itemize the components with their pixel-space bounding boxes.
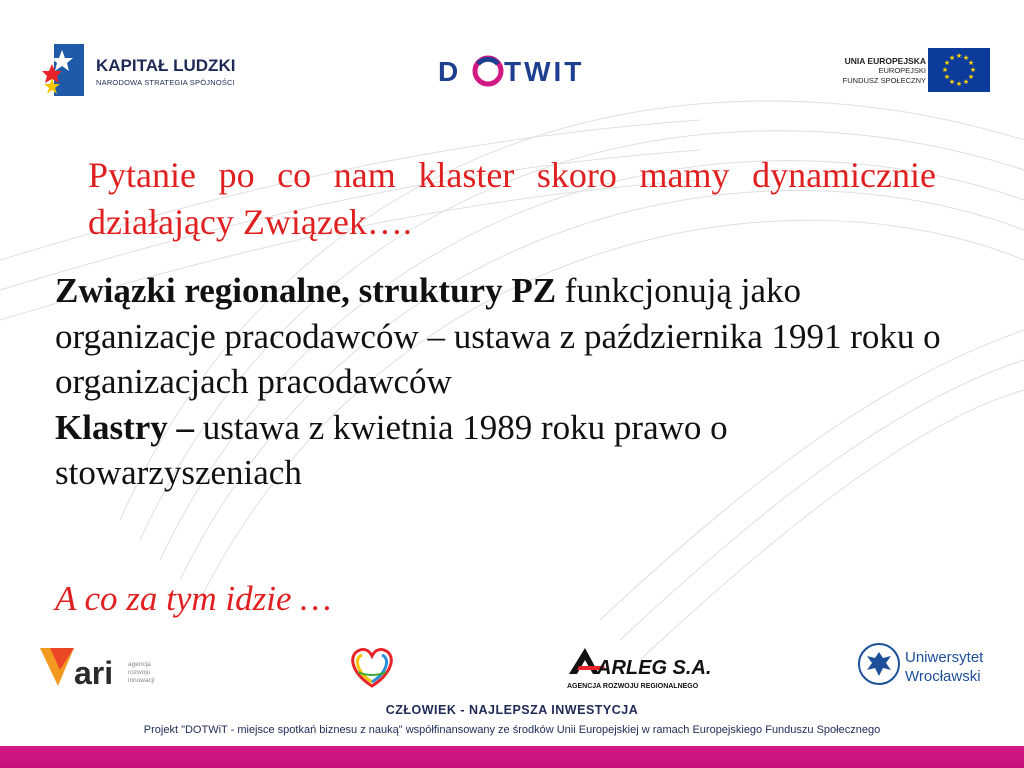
paragraph-klastry [55, 405, 955, 496]
ari-logo-graphic-icon [40, 640, 180, 695]
dotwit-logo [438, 50, 623, 90]
paragraph-zwiazki-bold: Związki regionalne, struktury PZ [55, 271, 557, 310]
svg-text:★: ★ [943, 59, 951, 67]
ari-tagline-3: innowacji [128, 677, 155, 684]
paragraph-klastry-bold: Klastry – [55, 407, 195, 447]
svg-text:★: ★ [962, 54, 970, 62]
kapital-ludzki-title: KAPITAŁ LUDZKI [96, 56, 236, 75]
footer-slogan: CZŁOWIEK - NAJLEPSZA INWESTYCJA [385, 703, 639, 717]
arleg-name: ARLEG S.A. [597, 657, 712, 679]
uwr-line2: Wrocławski [905, 668, 981, 685]
slide-body [55, 268, 955, 496]
svg-text:TWIT: TWIT [504, 56, 585, 87]
eu-line1: UNIA EUROPEJSKA [844, 56, 926, 66]
eu-flag-icon [928, 48, 990, 92]
svg-text:★: ★ [967, 59, 975, 67]
svg-text:★: ★ [948, 78, 956, 86]
svg-text:★: ★ [948, 54, 956, 62]
footer-project-note: Projekt "DOTWiT - miejsce spotkań biznesu z nauką" współfinansowany ze środków Unii Europejskiej w ramach Europejskiego Funduszu Społecznego [143, 724, 881, 736]
kapital-ludzki-logo [40, 38, 260, 104]
eu-logo [820, 48, 990, 96]
eu-line2: EUROPEJSKI [878, 66, 926, 75]
arleg-logo-graphic-icon [565, 642, 712, 694]
ari-name: ari [74, 655, 114, 691]
svg-text:★: ★ [941, 66, 949, 74]
svg-text:★: ★ [967, 73, 975, 81]
svg-text:★: ★ [962, 78, 970, 86]
arleg-subtitle: AGENCJA ROZWOJU REGIONALNEGO [567, 683, 699, 690]
ari-logo [40, 640, 180, 695]
conclusion-text: A co za tym idzie … [55, 579, 332, 618]
bottom-magenta-bar [0, 746, 1024, 768]
heart-logo-icon [344, 642, 400, 692]
eu-text [843, 56, 926, 86]
arleg-logo [565, 642, 712, 694]
dotwit-logo-graphic-icon [438, 50, 623, 90]
question-heading: Pytanie po co nam klaster skoro mamy dynamicznie działający Związek…. [88, 155, 936, 242]
svg-text:D: D [438, 56, 462, 87]
ari-tagline-1: agencja [128, 661, 151, 668]
paragraph-klastry-text: ustawa z kwietnia 1989 roku prawo o stowarzyszeniach [55, 407, 728, 492]
svg-text:★: ★ [955, 52, 963, 60]
uwr-line1: Uniwersytet [905, 649, 984, 666]
kapital-ludzki-emblem-icon [40, 40, 90, 100]
heart-logo [344, 642, 400, 692]
eu-line3: FUNDUSZ SPOŁECZNY [842, 76, 926, 85]
uwr-logo [857, 642, 992, 692]
paragraph-zwiazki-text: funkcjonują jako organizacje pracodawców – ustawa z października 1991 roku o organizacjach pracodawców [55, 271, 941, 401]
ari-tagline-2: rozwoju [128, 669, 151, 676]
kapital-ludzki-subtitle: NARODOWA STRATEGIA SPÓJNOŚCI [96, 78, 235, 87]
svg-text:★: ★ [969, 66, 977, 74]
uwr-eagle-emblem-icon [857, 642, 901, 686]
paragraph-zwiazki [55, 268, 955, 405]
svg-text:★: ★ [943, 73, 951, 81]
svg-text:★: ★ [955, 80, 963, 88]
uwr-text [905, 648, 983, 686]
